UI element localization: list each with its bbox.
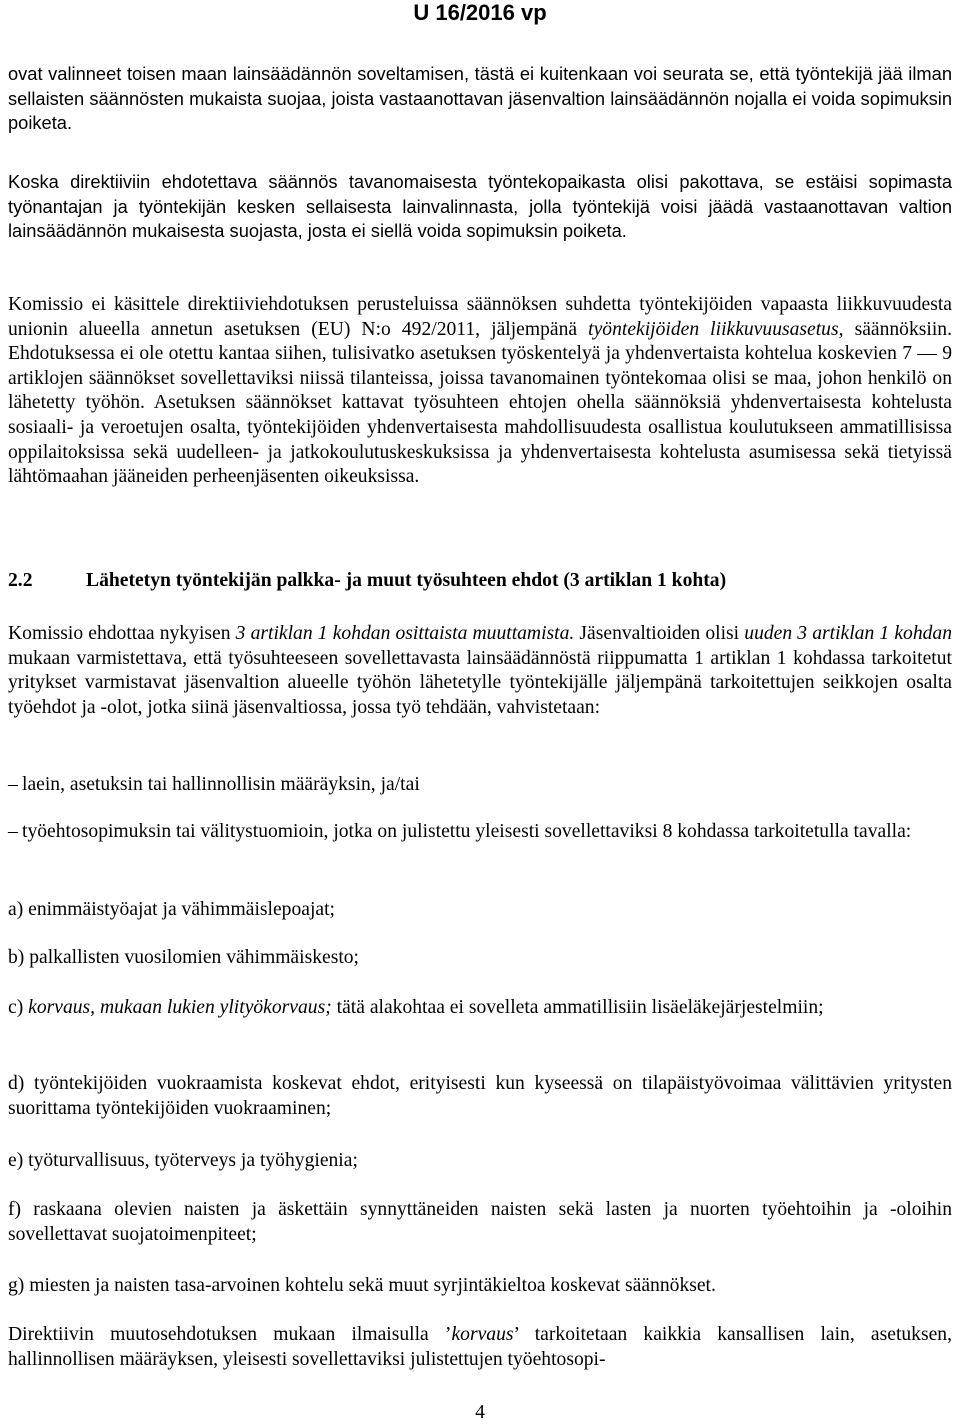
paragraph-3-text-b: säännöksiin. Ehdotuksessa ei ole otettu kantaa siihen, tulisivatko asetuksen työskentelyä ja yhdenvertaista kohtelua koskevien 7 — 9 artiklojen säännökset sovellettaviksi niissä tilanteissa, joissa tavanomainen työntekomaa olisi se maa, johon henkilö on lähetetty työhön. Asetuksen säännökset kattavat työsuhteen ehtojen ohella säännöksiä yhdenvertaisesta kohtelusta sosiaali- ja veroetujen osalta, työntekijöiden yhdenvertaisesta mahdollisuudesta osallistua koulutukseen ammatillisissa oppilaitoksissa sekä uudelleen- ja jatkokoulutuskeskuksissa ja yhdenvertaisesta kohtelusta asumisessa sekä tietyissä lähtömaahan jääneiden perheenjäsenten oikeuksissa. [8,318,952,488]
paragraph-5-text-a: Direktiivin muutosehdotuksen mukaan ilmaisulla ’ [8,1324,452,1345]
paragraph-4-text-b: Jäsenvaltioiden olisi [574,623,745,644]
section-number: 2.2 [8,570,33,591]
dash-item-1-text: laein, asetuksin tai hallinnollisin määräyksin, ja/tai [22,774,420,795]
section-title: Lähetetyn työntekijän palkka- ja muut työsuhteen ehdot (3 artiklan 1 kohta) [86,570,727,591]
paragraph-3-text-a: Komissio ei käsittele direktiiviehdotuksen perusteluissa säännöksen suhdetta työntekijöiden vapaasta liikkuvuudesta unionin alueella annetun asetuksen (EU) N:o 492/2011, jäljempänä [8,294,952,340]
paragraph-5-italic: korvaus [451,1324,514,1345]
paragraph-5-text-b: ’ tarkoitetaan kaikkia kansallisen lain, asetuksen, hallinnollisen määräyksen, yleisesti sovellettaviksi julistettujen työehtosopi- [8,1324,952,1370]
list-item-c-text: tätä alakohtaa ei sovelleta ammatillisiin lisäeläkejärjestelmiin; [331,997,824,1018]
dash-item-2-text: työehtosopimuksin tai välitystuomioin, jotka on julistettu yleisesti sovellettaviksi 8 kohdassa tarkoitetulla tavalla: [22,821,912,842]
list-item-d: d) työntekijöiden vuokraamista koskevat ehdot, erityisesti kun kyseessä on tilapäistyövoimaa välittävien yritysten suorittama työntekijöiden vuokraaminen; [8,1073,952,1119]
paragraph-3-italic: työntekijöiden liikkuvuusasetus, [588,318,844,340]
dash-glyph: – [8,821,18,842]
list-item-b: b) palkallisten vuosilomien vähimmäiskesto; [8,947,360,968]
paragraph-4 [8,622,952,720]
paragraph-4-italic-2: uuden 3 artiklan 1 kohdan [744,623,953,644]
paragraph-4-text-a: Komissio ehdottaa nykyisen [8,623,236,644]
page-number: 4 [475,1402,485,1423]
section-heading [8,569,952,594]
list-item-f: f) raskaana olevien naisten ja äskettäin synnyttäneiden naisten sekä lasten ja nuorten työehtoihin ja -oloihin sovellettavat suojatoimenpiteet; [8,1199,952,1245]
document-header: U 16/2016 vp [413,0,547,25]
paragraph-4-text-c: mukaan varmistettava, että työsuhteeseen sovellettavasta lainsäädännöstä riippumatta 1 artiklan 1 kohdassa tarkoitetut yritykset varmistavat jäsenvaltion alueelle työhön lähetetylle työntekijälle jäljempänä tarkoitettujen seikkojen osalta työehdot ja -olot, jotka siinä jäsenvaltiossa, jossa työ tehdään, vahvistetaan: [8,647,952,718]
list-item-g: g) miesten ja naisten tasa-arvoinen kohtelu sekä muut syrjintäkieltoa koskevat säännökset. [8,1275,716,1296]
paragraph-1: ovat valinneet toisen maan lainsäädännön soveltamisen, tästä ei kuitenkaan voi seurata se, että työntekijä jää ilman sellaisten säännösten mukaista suojaa, joista vastaanottavan jäsenvaltion lainsäädännön nojalla ei voida sopimuksin poiketa. [8,63,952,134]
dash-item-2 [8,820,952,845]
paragraph-3 [8,293,952,490]
list-item-c-italic: korvaus, mukaan lukien ylityökorvaus; [28,997,332,1018]
dash-glyph: – [8,774,18,795]
list-item-a: a) enimmäistyöajat ja vähimmäislepoajat; [8,899,335,920]
list-item-c-prefix: c) [8,997,29,1018]
list-item-e: e) työturvallisuus, työterveys ja työhygienia; [8,1150,358,1171]
dash-item-1 [8,773,952,798]
list-item-c [8,996,952,1021]
paragraph-4-italic-1: 3 artiklan 1 kohdan osittaista muuttamista. [235,623,575,644]
paragraph-2: Koska direktiiviin ehdotettava säännös tavanomaisesta työntekopaikasta olisi pakottava, se estäisi sopimasta työnantajan ja työntekijän kesken sellaisesta lainvalinnasta, jolla työntekijä voisi jäädä vastaanottavan valtion lainsäädännön mukaisesta suojasta, josta ei siellä voida sopimuksin poiketa. [8,171,952,242]
paragraph-5 [8,1323,952,1372]
